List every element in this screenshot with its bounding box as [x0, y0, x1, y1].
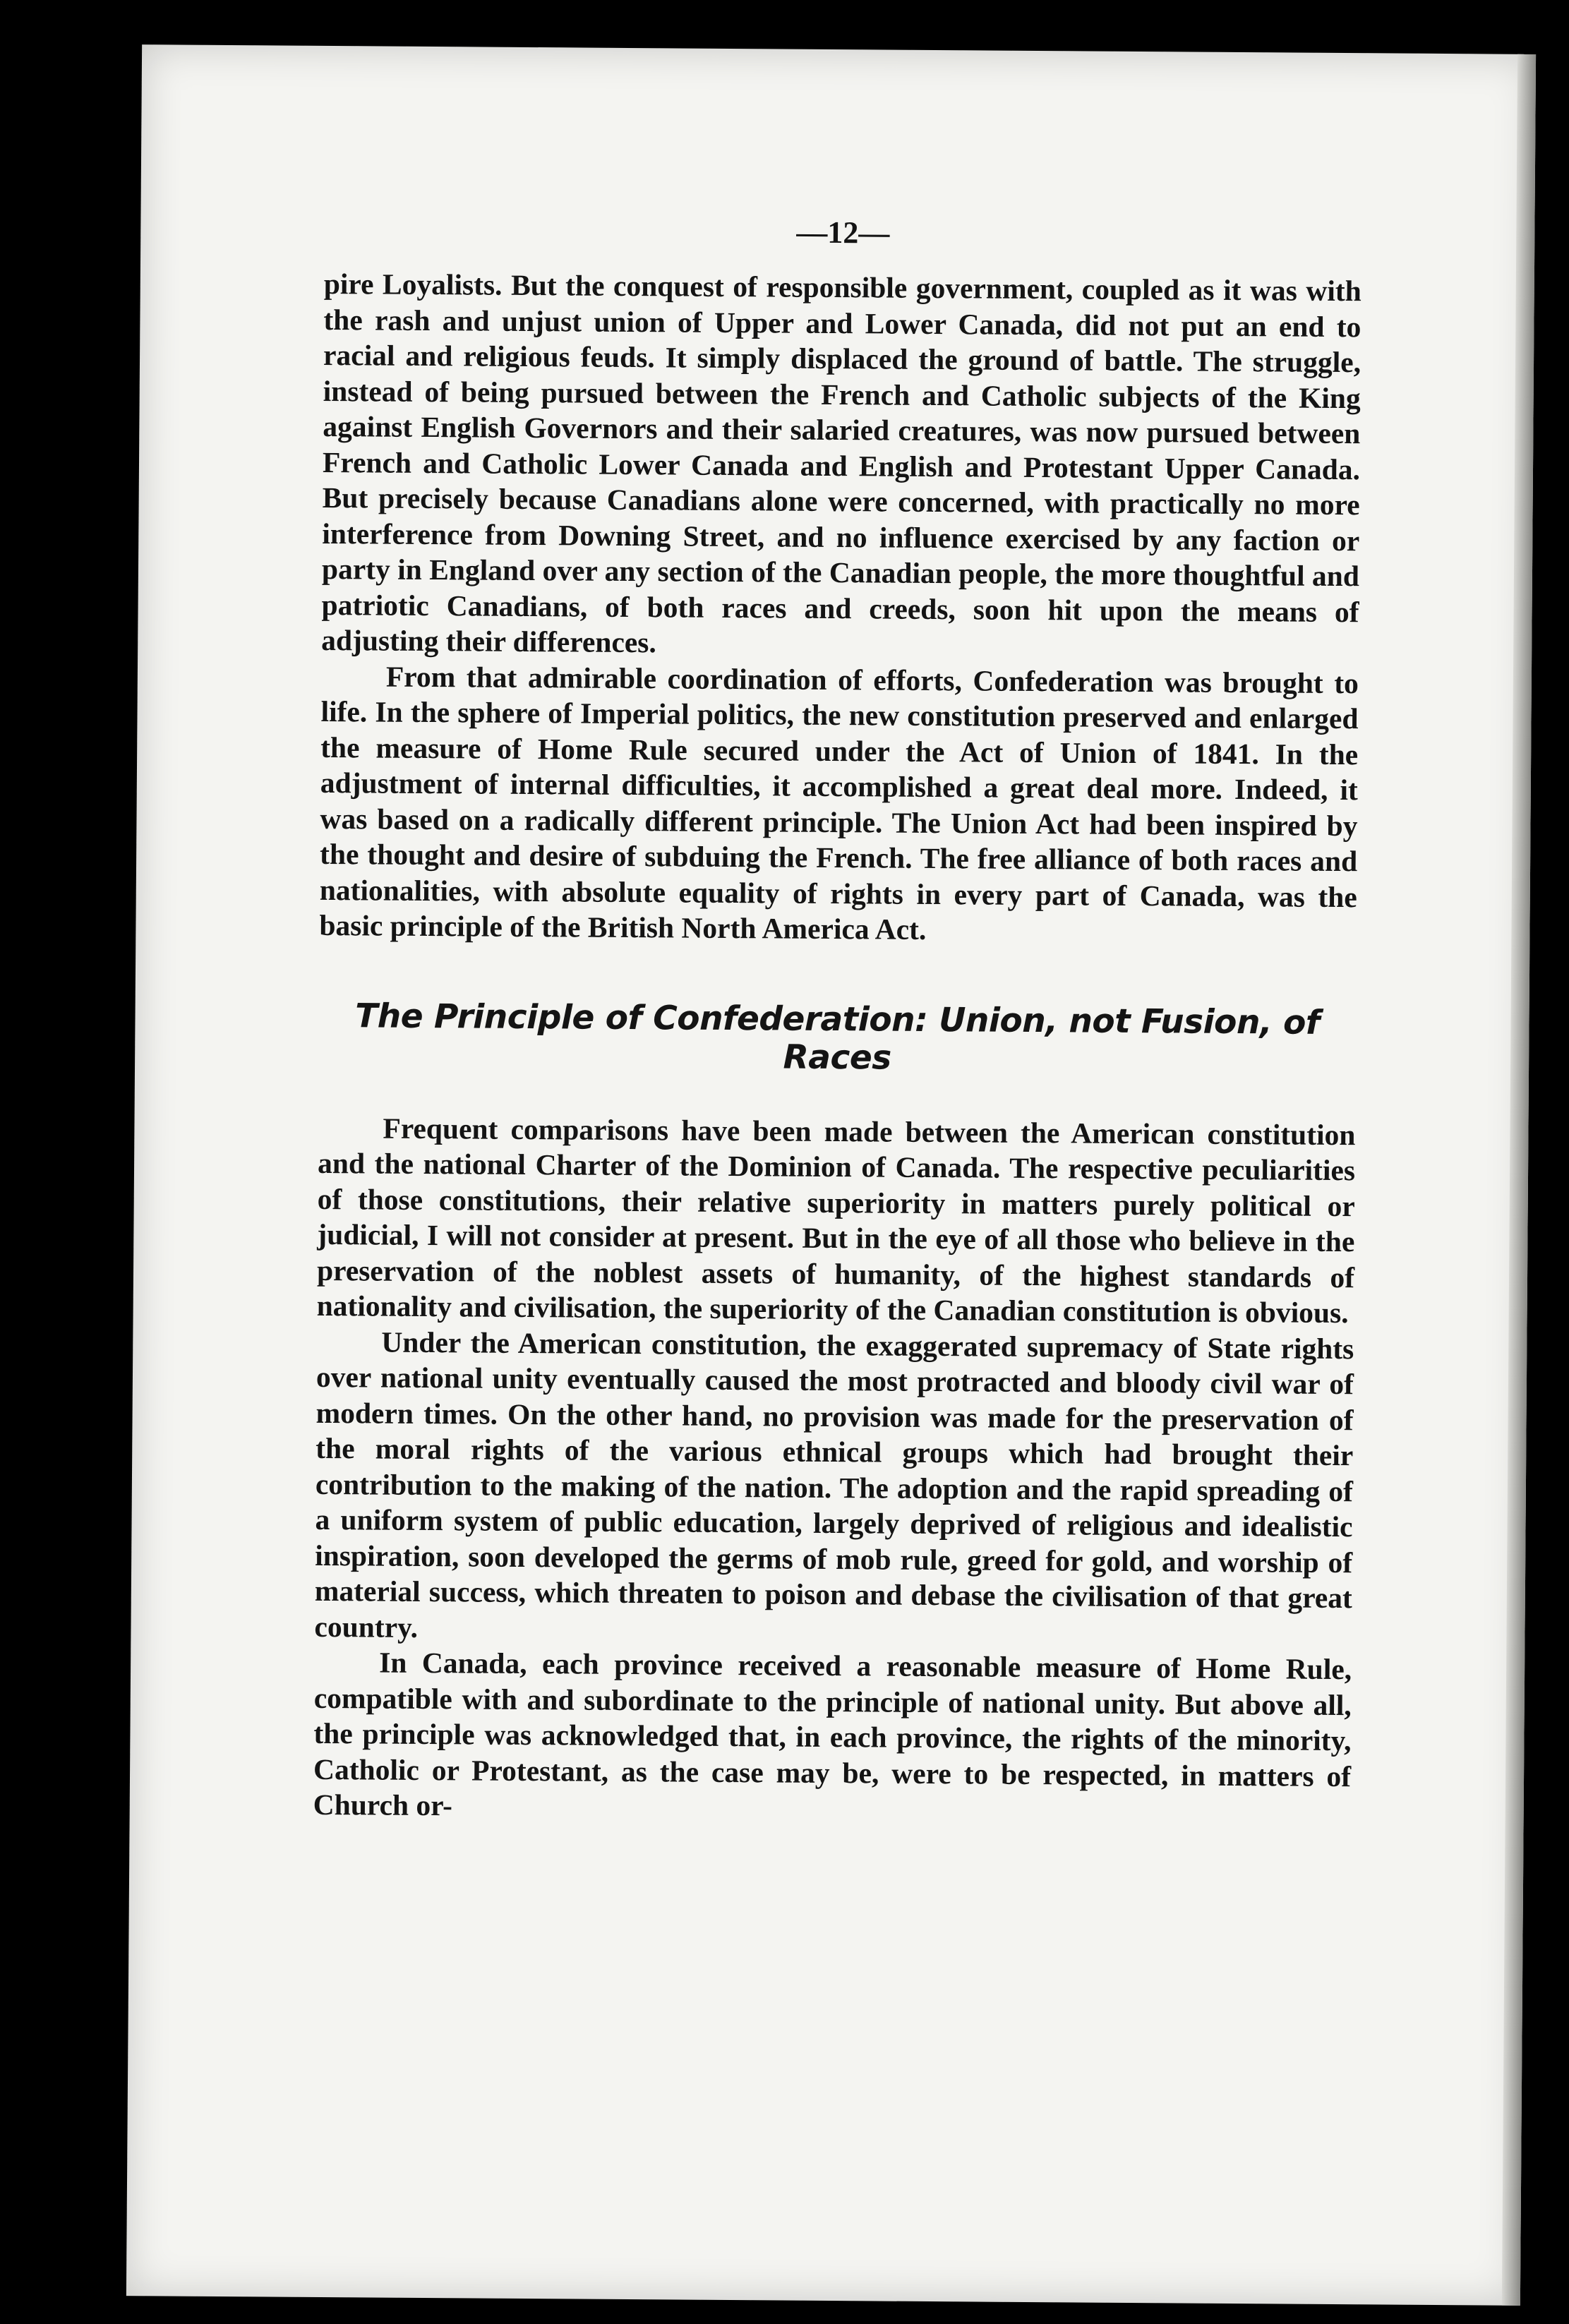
section-heading-line-1: The Principle of Confederation: Union, not Fusion, of	[355, 996, 1321, 1042]
document-page	[126, 44, 1536, 2306]
paragraph-confederation: From that admirable coordination of efforts, Confederation was brought to life. In the sphere of Imperial politics, the new constitution preserved and enlarged the measure of Home Rule secured under the Act of Union of 1841. In the adjustment of internal difficulties, it accomplished a great deal more. Indeed, it was based on a radically different principle. The Union Act had been inspired by the thought and desire of subduing the French. The free alliance of both races and nationalities, with absolute equality of rights in every part of Canada, was the basic principle of the British North America Act.	[319, 660, 1359, 946]
section-heading	[318, 997, 1357, 1080]
paragraph-loyalists: pire Loyalists. But the conquest of responsible government, coupled as it was with the rash and unjust union of Upper and Lower Canada, did not put an end to racial and religious feuds. It simply displaced the ground of battle. The struggle, instead of being pursued between the French and Catholic subjects of the King against English Governors and their salaried creatures, was now pursued between French and Catholic Lower Canada and English and Protestant Upper Canada. But precisely because Canadians alone were concerned, with practically no more interference from Downing Street, and no influence exercised by any faction or party in England over any section of the Canadian people, the more thoughtful and patriotic Canadians, of both races and creeds, soon hit upon the means of adjusting their differences.	[321, 267, 1361, 659]
page-content	[313, 208, 1362, 1830]
page-edge	[1502, 54, 1536, 2306]
paragraph-american-constitution: Under the American constitution, the exaggerated supremacy of State rights over national unity eventually caused the most protracted and bloody civil war of modern times. On the other hand, no provision was made for the preservation of the moral rights of the various ethnical groups which had brought their contribution to the making of the nation. The adoption and the rapid spreading of a uniform system of public education, largely deprived of religious and idealistic inspiration, soon developed the germs of mob rule, greed for gold, and worship of material success, which threaten to poison and debase the civilisation of that great country.	[314, 1325, 1354, 1644]
section-heading-line-2: Races	[783, 1037, 891, 1078]
paragraph-comparisons: Frequent comparisons have been made between the American constitution and the national Charter of the Dominion of Canada. The respective peculiarities of those constitutions, their relative superiority in matters purely political or judicial, I will not consider at present. But in the eye of all those who believe in the preservation of the noblest assets of humanity, of the highest standards of nationality and civilisation, the superiority of the Canadian constitution is obvious.	[316, 1112, 1356, 1330]
page-number: —12—	[796, 215, 890, 251]
paragraph-canada-home-rule: In Canada, each province received a reasonable measure of Home Rule, compatible with and subordinate to the principle of national unity. But above all, the principle was acknowledged that, in each province, the rights of the minority, Catholic or Protestant, as the case may be, were to be respected, in matters of Church or-	[313, 1646, 1352, 1822]
